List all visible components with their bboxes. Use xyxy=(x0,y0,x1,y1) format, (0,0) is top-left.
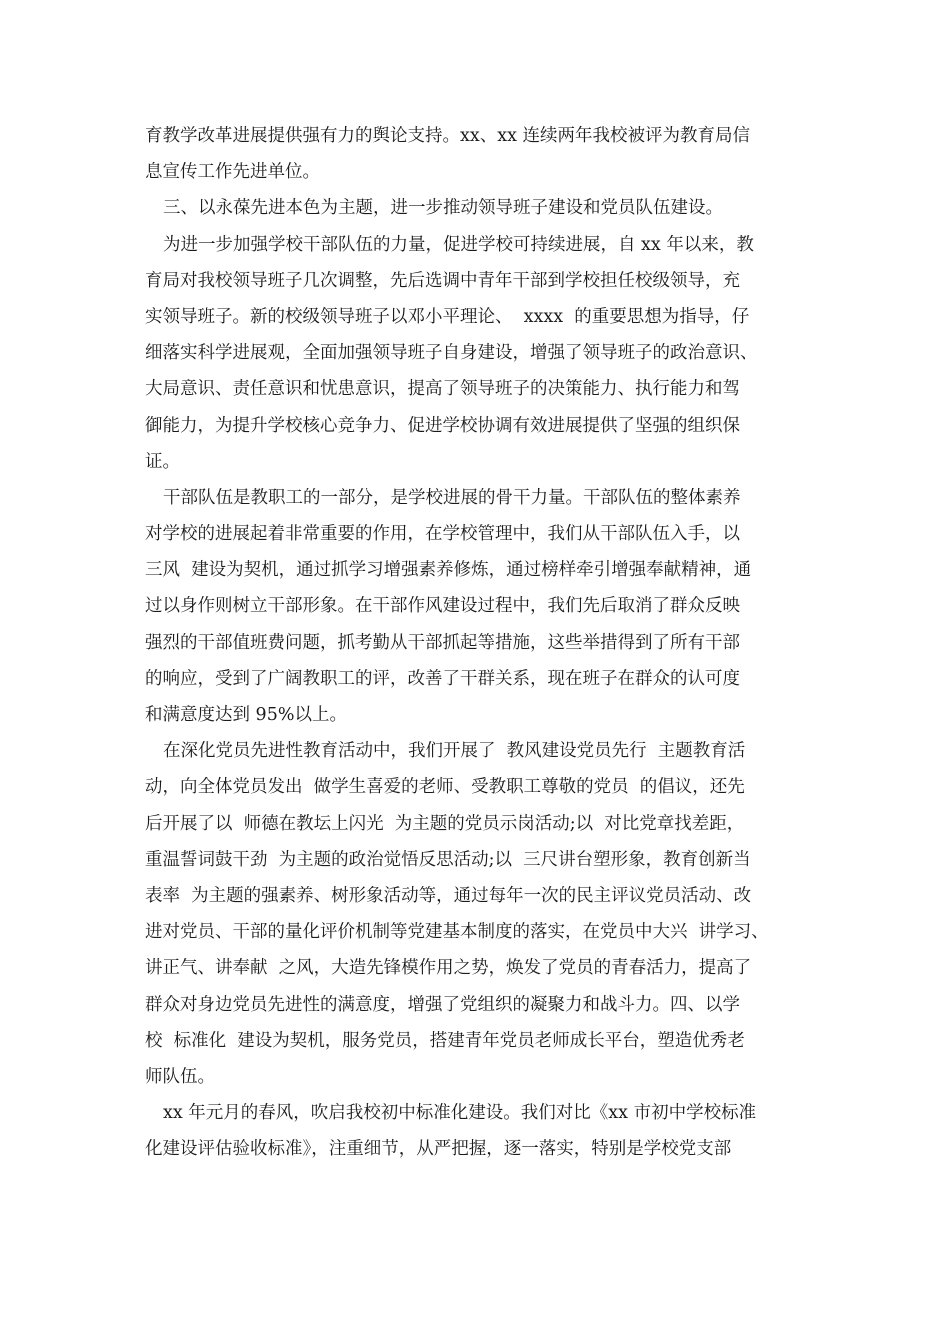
text-line: 群众对身边党员先进性的满意度，增强了党组织的凝聚力和战斗力。四、以学 xyxy=(145,994,740,1015)
text-line: 细落实科学进展观，全面加强领导班子自身建设，增强了领导班子的政治意识、 xyxy=(145,343,758,364)
text-line: 三风 建设为契机，通过抓学习增强素养修炼，通过榜样牵引增强奉献精神，通 xyxy=(145,560,752,581)
text-line: 强烈的干部值班费问题，抓考勤从干部抓起等措施，这些举措得到了所有干部 xyxy=(145,632,740,653)
text-line: 和满意度达到 95%以上。 xyxy=(145,705,347,725)
text-line: 动，向全体党员发出 做学生喜爱的老师、受教职工尊敬的党员 的倡议，还先 xyxy=(145,777,745,798)
text-line: 校 标准化 建设为契机，服务党员，搭建青年党员老师成长平台，塑造优秀老 xyxy=(145,1030,745,1051)
text-line: 重温誓词鼓干劲 为主题的政治觉悟反思活动;以 三尺讲台塑形象，教育创新当 xyxy=(145,849,751,870)
text-line: 表率 为主题的强素养、树形象活动等，通过每年一次的民主评议党员活动、改 xyxy=(145,885,752,906)
text-line: 育教学改革进展提供强有力的舆论支持。xx、xx 连续两年我校被评为教育局信 xyxy=(145,126,751,146)
text-line: 在深化党员先进性教育活动中，我们开展了 教风建设党员先行 主题教育活 xyxy=(163,741,746,762)
text-line: 证。 xyxy=(145,451,180,472)
document-body xyxy=(145,118,815,1167)
text-line: 的响应，受到了广阔教职工的评，改善了干群关系，现在班子在群众的认可度 xyxy=(145,668,740,689)
text-line: 息宣传工作先进单位。 xyxy=(145,162,320,183)
text-line: 育局对我校领导班子几次调整，先后选调中青年干部到学校担任校级领导，充 xyxy=(145,270,740,291)
text-line: 三、以永葆先进本色为主题，进一步推动领导班子建设和党员队伍建设。 xyxy=(163,198,723,219)
text-line: 干部队伍是教职工的一部分，是学校进展的骨干力量。干部队伍的整体素养 xyxy=(163,487,741,508)
text-line: 对学校的进展起着非常重要的作用，在学校管理中，我们从干部队伍入手，以 xyxy=(145,524,740,545)
text-line: xx 年元月的春风，吹启我校初中标准化建设。我们对比《xx 市初中学校标准 xyxy=(163,1103,757,1124)
text-line: 实领导班子。新的校级领导班子以邓小平理论、 xxxx 的重要思想为指导，仔 xyxy=(145,306,750,327)
text-line: 大局意识、责任意识和忧患意识，提高了领导班子的决策能力、执行能力和驾 xyxy=(145,379,740,400)
text-line: 进对党员、干部的量化评价机制等党建基本制度的落实，在党员中大兴 讲学习、 xyxy=(145,922,769,943)
text-line: 为进一步加强学校干部队伍的力量，促进学校可持续进展，自 xx 年以来，教 xyxy=(163,234,754,255)
text-line: 讲正气、讲奉献 之风，大造先锋模作用之势，焕发了党员的青春活力，提高了 xyxy=(145,958,752,979)
text-line: 御能力，为提升学校核心竞争力、促进学校协调有效进展提供了坚强的组织保 xyxy=(145,415,740,436)
text-line: 过以身作则树立干部形象。在干部作风建设过程中，我们先后取消了群众反映 xyxy=(145,596,740,617)
text-line: 化建设评估验收标准》，注重细节，从严把握，逐一落实，特别是学校党支部 xyxy=(145,1139,732,1160)
text-line: 师队伍。 xyxy=(145,1066,215,1087)
text-line: 后开展了以 师德在教坛上闪光 为主题的党员示岗活动;以 对比党章找差距， xyxy=(145,813,745,834)
